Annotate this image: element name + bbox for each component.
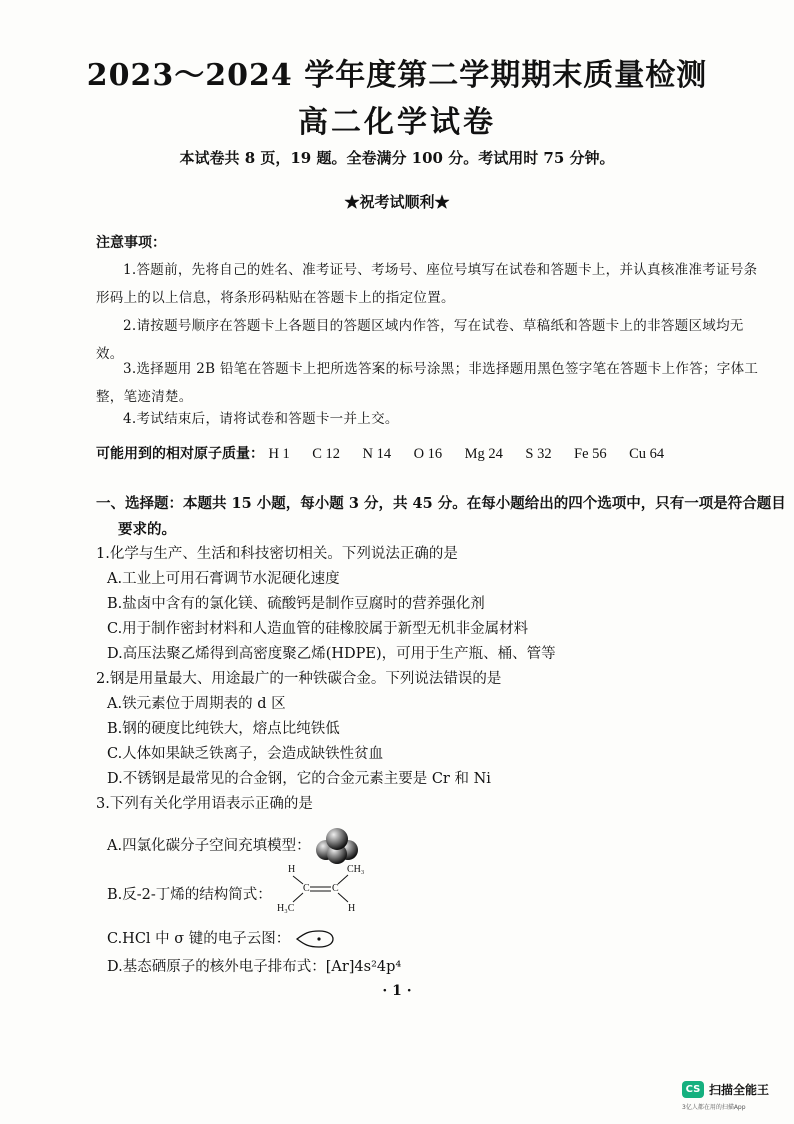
exam-title-line2: 高二化学试卷 [298,105,496,140]
question-1-option-b: B.盐卤中含有的氯化镁、硫酸钙是制作豆腐时的营养强化剂 [107,596,485,612]
structure-atom-label: H [348,903,356,914]
section-heading: 一、选择题：本题共 15 小题，每小题 3 分，共 45 分。在每小题给出的四个选项中，只有一项是符合题目要求的。 [96,495,786,538]
question-3-option-a-row [107,827,359,865]
question-1-option-d: D.高压法聚乙烯得到高密度聚乙烯(HDPE)，可用于生产瓶、桶、管等 [107,646,556,662]
trans-2-butene-structure [265,862,365,920]
question-3-stem: 3.下列有关化学用语表示正确的是 [96,796,313,812]
atomic-mass-item: Fe 56 [574,446,607,462]
question-3-option-c: C.HCl 中 σ 键的电子云图： [107,931,291,947]
notes-heading: 注意事项： [96,235,166,251]
question-3-option-b: B.反-2-丁烯的结构简式： [107,887,272,903]
question-1-option-c: C.用于制作密封材料和人造血管的硅橡胶属于新型无机非金属材料 [107,621,529,637]
sigma-bond-electron-cloud-icon [295,929,335,949]
question-3-option-d: D.基态硒原子的核外电子排布式：[Ar]4s²4p⁴ [107,959,402,975]
question-2-stem: 2.钢是用量最大、用途最广的一种铁碳合金。下列说法错误的是 [96,671,502,687]
atomic-mass-item: Cu 64 [629,446,665,462]
atomic-mass-list [96,443,682,463]
question-3-option-c-row [107,927,335,949]
exam-title-line1: 2023～2024 学年度第二学期期末质量检测 [86,58,708,93]
atomic-mass-item: O 16 [413,446,443,462]
note-item-3: 3.选择题用 2B 铅笔在答题卡上把所选答案的标号涂黑；非选择题用黑色签字笔在答题卡上作答；字体工整，笔迹清楚。 [96,361,759,405]
question-2-option-b: B.钢的硬度比纯铁大，熔点比纯铁低 [107,721,340,737]
structure-atom-label: C [303,883,310,894]
structure-atom-label: H₃C [277,903,295,914]
note-item-1: 1.答题前，先将自己的姓名、准考证号、考场号、座位号填写在试卷和答题卡上，并认真核准准考证号条形码上的以上信息，将条形码粘贴在答题卡上的指定位置。 [96,262,758,306]
good-luck-banner: ★祝考试顺利★ [344,193,450,211]
ccl4-space-filling-model-icon [315,827,359,865]
structure-atom-label: C [332,883,339,894]
question-1-option-a: A.工业上可用石膏调节水泥硬化速度 [107,571,340,587]
structure-atom-label: H [288,864,296,875]
atomic-mass-item: C 12 [312,446,341,462]
exam-info: 本试卷共 8 页，19 题。全卷满分 100 分。考试用时 75 分钟。 [179,149,615,167]
note-item-4: 4.考试结束后，请将试卷和答题卡一并上交。 [123,411,399,427]
structure-atom-label: CH₃ [347,864,365,875]
scanner-tagline: 3亿人都在用的扫描App [682,1104,746,1111]
question-2-option-c: C.人体如果缺乏铁离子，会造成缺铁性贫血 [107,746,384,762]
question-2-option-a: A.铁元素位于周期表的 d 区 [107,696,286,712]
atomic-mass-item: Mg 24 [464,446,503,462]
page-number: · 1 · [382,983,412,999]
camscanner-logo-icon: CS [682,1081,704,1098]
atomic-mass-label: 可能用到的相对原子质量： [96,446,264,462]
atomic-mass-item: H 1 [268,446,290,462]
scanner-app-name: 扫描全能王 [709,1083,770,1097]
note-item-2: 2.请按题号顺序在答题卡上各题目的答题区域内作答，写在试卷、草稿纸和答题卡上的非答题区域均无效。 [96,318,744,362]
question-1-stem: 1.化学与生产、生活和科技密切相关。下列说法正确的是 [96,546,458,562]
atomic-mass-item: S 32 [525,446,552,462]
question-3-option-a: A.四氯化碳分子空间充填模型： [107,838,311,854]
atomic-mass-item: N 14 [362,446,392,462]
question-2-option-d: D.不锈钢是最常见的合金钢，它的合金元素主要是 Cr 和 Ni [107,771,491,787]
